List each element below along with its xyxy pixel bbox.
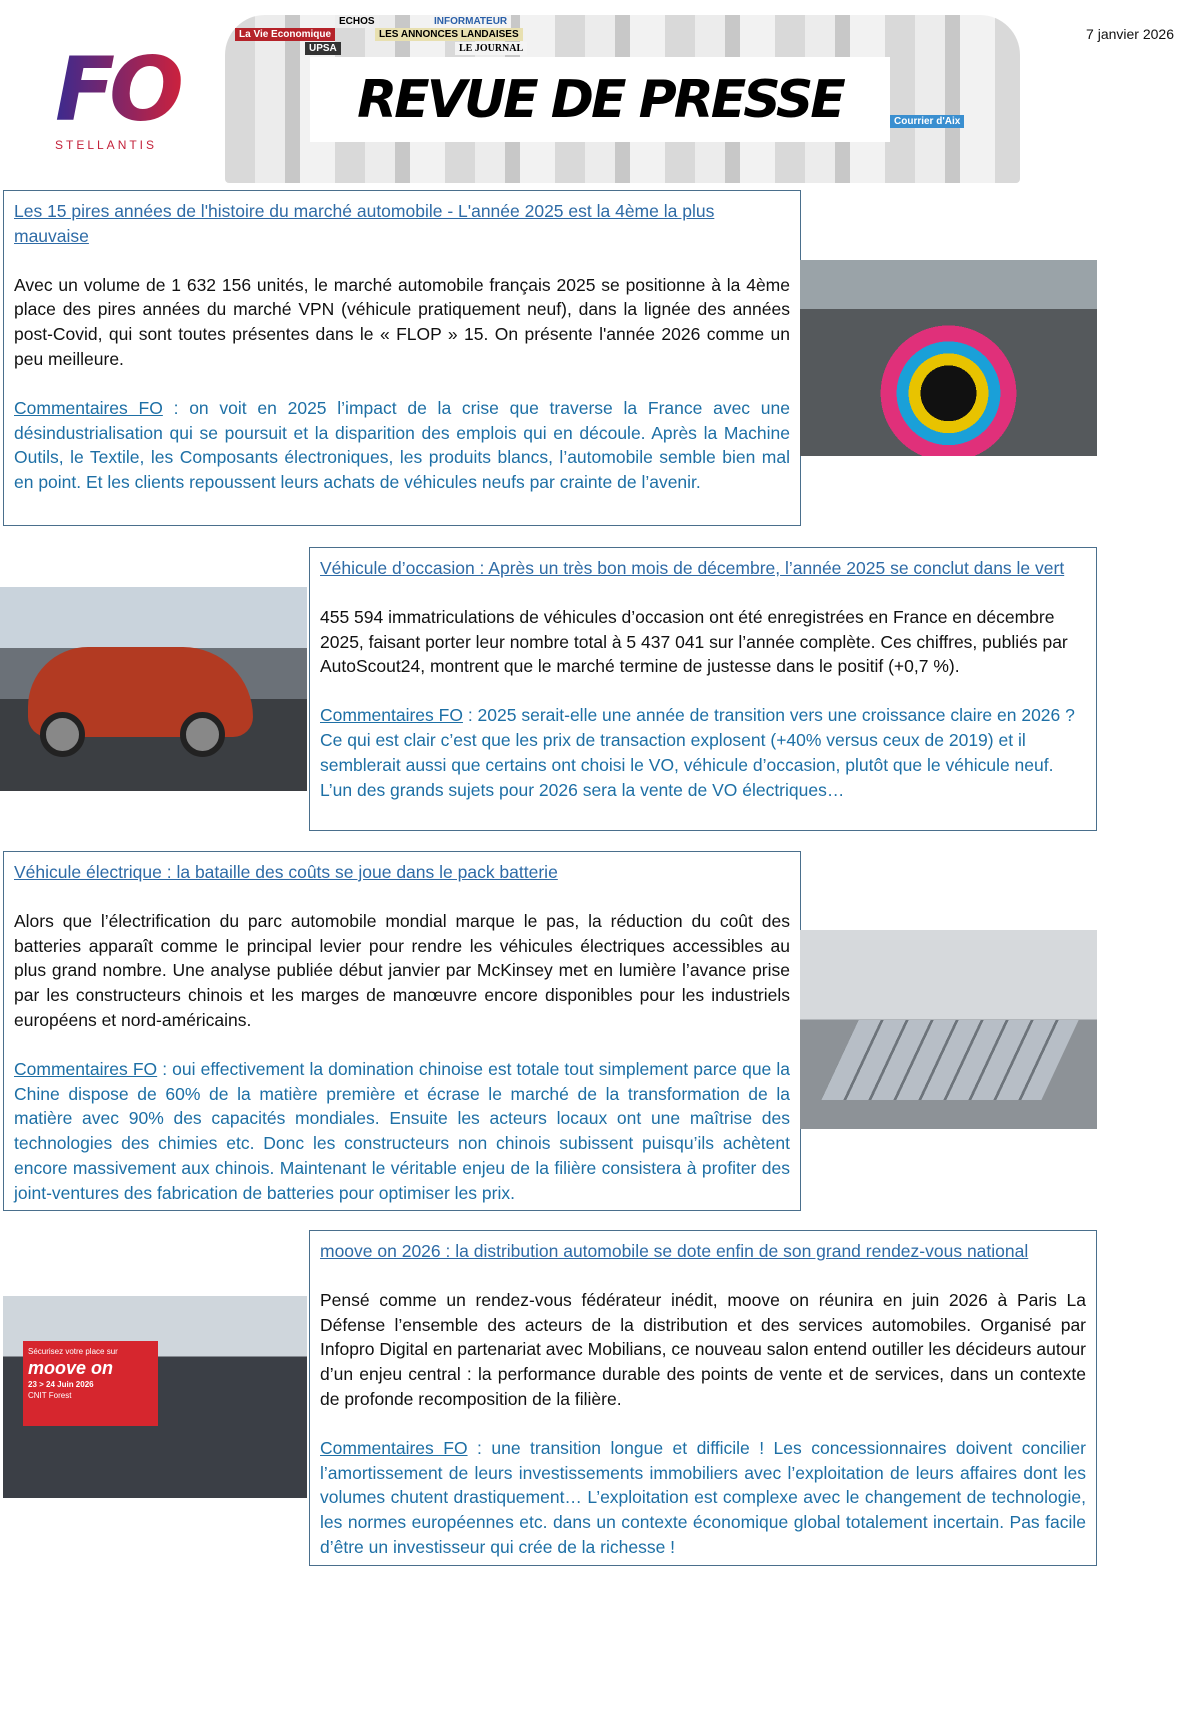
article-body: Avec un volume de 1 632 156 unités, le marché automobile français 2025 se positionne à la 4ème place des pires années du marché VPN (véhicule pratiquement neuf), dans la lignée des années post-Covid, qui sont toutes présentes dans le « FLOP » 15. On présente l'année 2026 comme un peu meilleure. bbox=[14, 274, 790, 369]
page-title: REVUE DE PRESSE bbox=[357, 69, 843, 130]
article-headline-link[interactable]: Véhicule électrique : la bataille des coûts se joue dans le pack batterie bbox=[14, 862, 558, 882]
fo-comment bbox=[14, 1057, 790, 1206]
article-headline-link[interactable]: Véhicule d’occasion : Après un très bon mois de décembre, l’année 2025 se conclut dans le vert bbox=[320, 558, 1065, 578]
comment-label: Commentaires FO bbox=[320, 1437, 468, 1458]
banner-paper: ECHOS bbox=[335, 15, 379, 28]
comment-label: Commentaires FO bbox=[14, 397, 163, 418]
banner-paper: La Vie Economique bbox=[235, 28, 335, 41]
fo-comment bbox=[14, 396, 790, 495]
article-2 bbox=[309, 547, 1097, 831]
article-3 bbox=[3, 851, 801, 1211]
article-body: 455 594 immatriculations de véhicules d’occasion ont été enregistrées en France en décembre 2025, faisant porter leur nombre total à 5 437 041 sur l’année complète. Ces chiffres, publiés par AutoScout24, montrent que le marché termine de justesse dans le positif (+0,7 %). bbox=[320, 606, 1068, 677]
moove-on-event-photo bbox=[3, 1296, 307, 1498]
comment-text: : une transition longue et difficile ! Les concessionnaires doivent concilier l’amortissement de leurs investissements immobiliers avec l’exploitation de leurs affaires dont les volumes chutent drastiquement… L’exploitation est complexe avec le changement de technologie, les normes européennes etc. dans un contexte économique global totalement incertain. Pas facile d’être un investisseur qui crée de la richesse ! bbox=[320, 1437, 1086, 1557]
logo-stellantis-text: STELLANTIS bbox=[55, 138, 158, 152]
banner-paper: LE JOURNAL bbox=[455, 42, 527, 55]
fo-comment bbox=[320, 1436, 1086, 1560]
fo-comment bbox=[320, 703, 1086, 802]
banner-paper: UPSA bbox=[305, 42, 341, 55]
issue-date: 7 janvier 2026 bbox=[1086, 26, 1174, 42]
comment-text: : oui effectivement la domination chinoise est totale tout simplement parce que la Chine dispose de 60% de la matière première et écrase le marché de la transformation de la matière avec 90% des capacités mondiales. Ensuite les acteurs locaux ont une maîtrise des technologies des chimies etc. Donc les constructeurs non chinois subissent puisqu’ils achètent encore massivement aux chinois. Maintenant le véritable enjeu de la filière consistera à profiter des joint-ventures des fabrication de batteries pour optimiser les prix. bbox=[14, 1058, 790, 1203]
image-caption: Sécurisez votre place sur bbox=[28, 1347, 118, 1356]
battery-pack-photo bbox=[800, 930, 1097, 1129]
article-4 bbox=[309, 1230, 1097, 1566]
logo-fo-text: FO bbox=[55, 40, 185, 140]
banner-paper: Courrier d'Aix bbox=[890, 115, 964, 128]
comment-label: Commentaires FO bbox=[320, 705, 463, 726]
image-venue: CNIT Forest bbox=[28, 1391, 72, 1400]
newspaper-banner bbox=[225, 15, 1020, 183]
article-body: Pensé comme un rendez-vous fédérateur inédit, moove on réunira en juin 2026 à Paris La Défense l’ensemble des acteurs de la distribution et des services automobiles. Organisé par Infopro Digital en partenariat avec Mobilians, ce nouveau salon entend outiller les décideurs autour d’un enjeu central : la performance durable des points de vente et de services, dans un contexte de profonde recomposition de la filière. bbox=[320, 1289, 1086, 1409]
image-brand: moove on bbox=[28, 1358, 114, 1378]
banner-paper: LES ANNONCES LANDAISES bbox=[375, 28, 523, 41]
banner-paper: INFORMATEUR bbox=[430, 15, 511, 28]
article-1 bbox=[3, 190, 801, 526]
auto-show-photo bbox=[800, 260, 1097, 456]
fo-stellantis-logo bbox=[55, 40, 185, 165]
used-car-photo bbox=[0, 587, 307, 791]
comment-label: Commentaires FO bbox=[14, 1058, 158, 1079]
comment-text: : on voit en 2025 l’impact de la crise que traverse la France avec une désindustrialisation qui se poursuit et la disparition des emplois qui en découle. Après la Machine Outils, le Textile, les Composants électroniques, les produits blancs, l’automobile semble bien mal en point. Et les clients repoussent leurs achats de véhicules neufs par crainte de l’avenir. bbox=[14, 397, 791, 493]
article-body: Alors que l’électrification du parc automobile mondial marque le pas, la réduction du coût des batteries apparaît comme le principal levier pour rendre les véhicules électriques accessibles au plus grand nombre. Une analyse publiée début janvier par McKinsey met en lumière l’avance prise par les constructeurs chinois et les marges de manœuvre encore disponibles pour les industriels européens et nord-américains. bbox=[14, 910, 790, 1030]
comment-text: : 2025 serait-elle une année de transition vers une croissance claire en 2026 ? Ce qui est clair c’est que les prix de transaction explosent (+40% versus ceux de 2019) et il semblerait aussi que certains ont choisi le VO, véhicule d’occasion, plutôt que le véhicule neuf. L’un des grands sujets pour 2026 sera la vente de VO électriques… bbox=[320, 705, 1075, 800]
image-dates: 23 > 24 Juin 2026 bbox=[28, 1380, 94, 1389]
title-box bbox=[310, 57, 890, 142]
article-headline-link[interactable]: moove on 2026 : la distribution automobile se dote enfin de son grand rendez-vous national bbox=[320, 1241, 1029, 1261]
article-headline-link[interactable]: Les 15 pires années de l'histoire du marché automobile - L'année 2025 est la 4ème la plus mauvaise bbox=[14, 201, 715, 246]
